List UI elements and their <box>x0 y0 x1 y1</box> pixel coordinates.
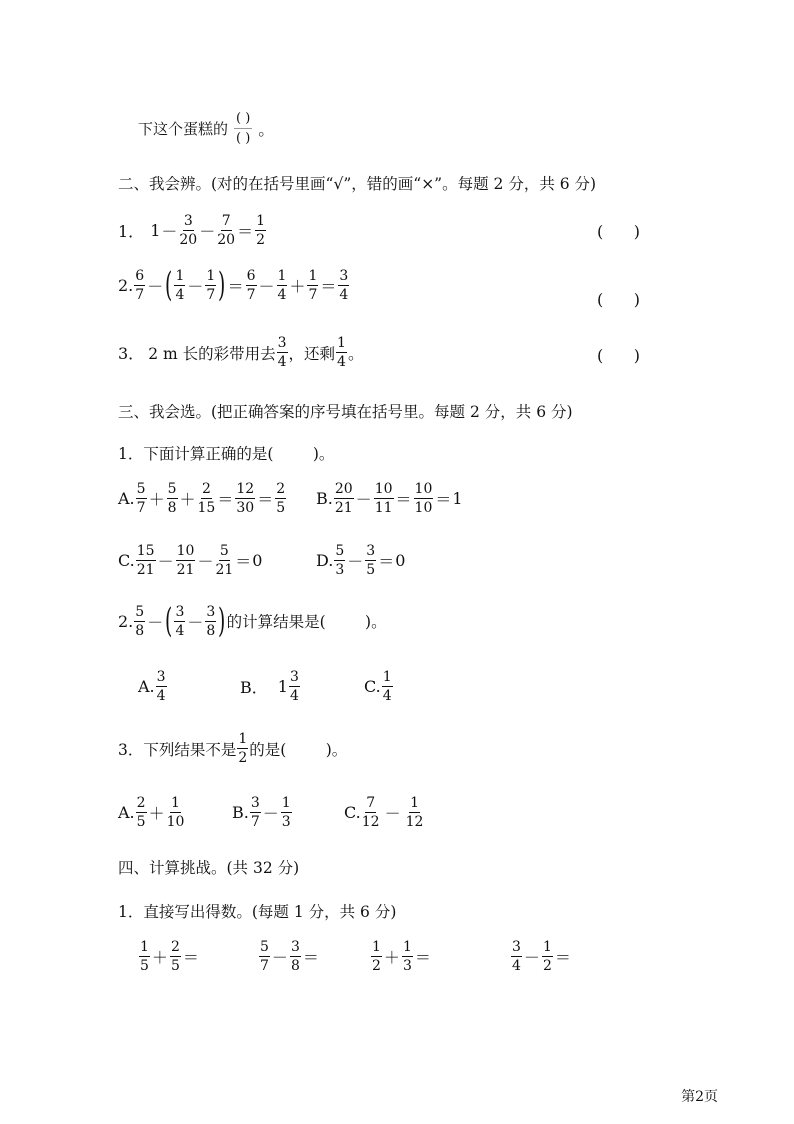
option-label: C. <box>344 803 361 822</box>
fraction-3-8 <box>205 605 216 638</box>
minus-sign: － <box>187 612 204 632</box>
numerator: 6 <box>246 267 256 284</box>
numerator: 20 <box>334 481 353 497</box>
numerator: 1 <box>206 267 216 284</box>
numerator: 1 <box>277 267 287 284</box>
denominator: 5 <box>276 500 286 516</box>
denominator: 7 <box>206 286 216 303</box>
numerator: 7 <box>366 795 376 811</box>
denominator: 5 <box>136 814 146 830</box>
numerator: 5 <box>167 481 177 497</box>
numerator: 6 <box>135 267 145 284</box>
minus-sign: － <box>147 276 164 296</box>
denominator: 30 <box>236 500 255 516</box>
numerator: 3 <box>339 267 349 284</box>
number-one: 1 <box>452 489 463 508</box>
left-paren: ( <box>165 601 173 641</box>
calc-expr-3[interactable] <box>370 940 432 973</box>
denominator: 3 <box>281 814 291 830</box>
equals-sign: ＝ <box>217 490 234 509</box>
section3-heading-text: 三、我会选。(把正确答案的序号填在括号里。每题 2 分，共 6 分) <box>118 403 573 421</box>
numerator: 1 <box>308 267 318 284</box>
denominator: 7 <box>250 814 260 830</box>
equals-sign: ＝ <box>227 276 244 296</box>
fraction-1-10 <box>167 796 185 829</box>
cake-answer-fraction[interactable] <box>234 112 252 145</box>
denominator: 7 <box>308 286 318 303</box>
numerator: 3 <box>512 939 521 955</box>
numerator: 1 <box>372 939 381 955</box>
fraction-3-4 <box>511 940 522 973</box>
fraction-5-7 <box>259 940 270 973</box>
denominator: 4 <box>382 688 392 704</box>
numerator: 10 <box>414 481 433 497</box>
numerator: 3 <box>289 669 299 685</box>
judge-item-2 <box>118 265 350 305</box>
plus-sign: ＋ <box>179 490 196 509</box>
minus-sign: － <box>347 552 364 571</box>
numerator: 3 <box>290 939 300 955</box>
left-paren: ( <box>165 265 173 305</box>
item-label: 3． <box>118 344 145 363</box>
denominator: 8 <box>290 958 300 974</box>
numerator: 10 <box>176 543 195 559</box>
fraction-10-10 <box>414 482 434 515</box>
fraction-1-4 <box>277 269 288 302</box>
option-label: C. <box>118 551 135 570</box>
choice-q3 <box>118 732 347 765</box>
numerator: 3 <box>183 213 193 229</box>
denominator: 10 <box>414 500 433 516</box>
numerator: 3 <box>366 543 376 559</box>
section2-heading-text: 二、我会辨。(对的在括号里画“√”，错的画“×”。每题 2 分，共 6 分) <box>118 175 597 193</box>
fraction-5-3 <box>334 544 345 577</box>
option-label: A. <box>118 489 135 508</box>
fraction-5-8 <box>167 482 178 515</box>
numerator: 1 <box>171 795 180 811</box>
numerator: 7 <box>221 213 231 229</box>
numerator: 3 <box>277 335 287 351</box>
q2-option-c[interactable] <box>364 670 394 703</box>
fraction-1-5 <box>139 940 150 973</box>
fraction-5-8 <box>134 605 145 638</box>
fraction-6-7 <box>134 269 145 302</box>
numerator: 1 <box>256 213 265 229</box>
denominator: 5 <box>140 958 149 974</box>
numerator: 1 <box>281 795 291 811</box>
minus-sign: － <box>187 276 204 296</box>
number-zero: 0 <box>252 551 263 570</box>
fraction-3-5 <box>365 544 376 577</box>
equals-sign: ＝ <box>257 490 274 509</box>
judge-answer-2[interactable]: ( ) <box>597 290 640 309</box>
fraction-3-4 <box>277 336 288 369</box>
equals-sign: ＝ <box>554 948 571 967</box>
denominator: 7 <box>135 286 145 303</box>
fraction-3-8 <box>290 940 301 973</box>
fraction-1-12 <box>406 796 424 829</box>
numerator: 2 <box>170 939 180 955</box>
plus-sign: ＋ <box>289 276 306 296</box>
calc-expr-4[interactable] <box>510 940 572 973</box>
right-paren: ) <box>218 601 226 641</box>
item-text: 2 m 长的彩带用去 <box>148 344 276 363</box>
denominator: 21 <box>136 562 155 578</box>
denominator: 4 <box>277 286 287 303</box>
denominator: 4 <box>175 622 185 639</box>
numerator: 5 <box>260 939 269 955</box>
denominator: 4 <box>337 354 346 370</box>
numerator: 1 <box>337 335 346 351</box>
numerator: 5 <box>135 603 145 620</box>
page-number: 第2页 <box>681 1089 718 1105</box>
denominator: 7 <box>246 286 256 303</box>
numerator: 1 <box>410 795 419 811</box>
fraction-1-7 <box>307 269 318 302</box>
denominator: 4 <box>175 286 185 303</box>
minus-sign: － <box>355 490 372 509</box>
q1-option-b[interactable] <box>316 482 463 515</box>
fraction-3-4 <box>174 605 185 638</box>
denominator: 20 <box>217 232 236 248</box>
equals-sign: ＝ <box>237 222 254 241</box>
option-label: D. <box>316 551 334 570</box>
fraction-3-20 <box>179 214 197 247</box>
q3-option-b[interactable] <box>232 796 293 829</box>
blank-numerator[interactable]: ( ) <box>234 112 252 129</box>
minus-sign: － <box>147 612 164 632</box>
denominator: 4 <box>277 354 287 370</box>
fraction-3-4 <box>289 670 300 703</box>
plus-sign: ＋ <box>383 948 400 967</box>
equals-sign: ＝ <box>414 948 431 967</box>
option-label: B. <box>316 489 333 508</box>
minus-sign: － <box>262 804 279 823</box>
judge-item-3 <box>118 336 364 369</box>
q3-text: 3．下列结果不是 <box>118 740 237 759</box>
denominator: 2 <box>256 232 265 248</box>
q1-option-c[interactable] <box>118 544 262 577</box>
denominator: 10 <box>166 814 185 830</box>
section2-heading <box>118 172 596 194</box>
minus-sign: － <box>157 552 174 571</box>
denominator: 7 <box>260 958 269 974</box>
fraction-3-4 <box>156 670 167 703</box>
option-label: A. <box>118 803 135 822</box>
numerator: 1 <box>238 731 248 747</box>
denominator: 11 <box>374 500 393 516</box>
denominator: 8 <box>167 500 177 516</box>
minus-sign: － <box>161 222 178 241</box>
section4-heading-text: 四、计算挑战。(共 32 分) <box>118 859 300 877</box>
numerator: 15 <box>136 543 155 559</box>
numerator: 1 <box>175 267 185 284</box>
option-label: B． <box>240 678 268 697</box>
fraction-1-3 <box>402 940 413 973</box>
denominator: 4 <box>289 688 299 704</box>
denominator: 12 <box>405 814 424 830</box>
number-zero: 0 <box>395 551 406 570</box>
numerator: 10 <box>374 481 393 497</box>
denominator: 20 <box>179 232 198 248</box>
equals-sign: ＝ <box>378 552 395 571</box>
numerator: 2 <box>276 481 286 497</box>
q3-option-a[interactable] <box>118 796 185 829</box>
numerator: 12 <box>236 481 255 497</box>
fraction-6-7 <box>246 269 257 302</box>
fraction-2-5 <box>170 940 181 973</box>
fraction-10-21 <box>176 544 196 577</box>
judge-item-1 <box>118 214 267 247</box>
minus-sign: － <box>199 222 216 241</box>
numerator: 1 <box>542 939 552 955</box>
minus-sign: － <box>258 276 275 296</box>
equals-sign: ＝ <box>182 948 199 967</box>
section4-heading <box>118 856 299 878</box>
q1-option-a[interactable] <box>118 482 287 515</box>
minus-sign: － <box>384 804 401 823</box>
plus-sign: ＋ <box>151 948 168 967</box>
calc-expr-2[interactable] <box>258 940 320 973</box>
fraction-15-21 <box>136 544 156 577</box>
denominator: 12 <box>361 814 380 830</box>
fraction-5-7 <box>136 482 147 515</box>
q2-option-a[interactable] <box>138 670 168 703</box>
fraction-1-7 <box>205 269 216 302</box>
fraction-1-3 <box>281 796 292 829</box>
numerator: 2 <box>201 481 211 497</box>
q3-option-c[interactable] <box>344 796 424 829</box>
blank-denominator[interactable]: ( ) <box>236 131 251 146</box>
q2-text: 的计算结果是( )。 <box>226 613 387 631</box>
choice-q1 <box>118 442 334 464</box>
fraction-7-20 <box>217 214 235 247</box>
denominator: 5 <box>366 562 376 578</box>
equals-sign: ＝ <box>235 552 252 571</box>
numerator: 5 <box>219 543 229 559</box>
minus-sign: － <box>523 948 540 967</box>
q1-text: 1．下面计算正确的是( )。 <box>118 445 335 463</box>
minus-sign: － <box>197 552 214 571</box>
equals-sign: ＝ <box>302 948 319 967</box>
item-text: 。 <box>347 344 364 363</box>
fraction-1-4 <box>174 269 185 302</box>
fraction-7-12 <box>362 796 380 829</box>
denominator: 21 <box>334 500 353 516</box>
item-text: ，还剩 <box>288 344 336 363</box>
numerator: 3 <box>206 603 216 620</box>
fraction-10-11 <box>374 482 394 515</box>
fraction-1-4 <box>382 670 393 703</box>
fraction-3-4 <box>338 269 349 302</box>
judge-answer-1[interactable]: ( ) <box>597 222 640 241</box>
denominator: 2 <box>372 958 381 974</box>
equals-sign: ＝ <box>320 276 337 296</box>
denominator: 3 <box>335 562 345 578</box>
denominator: 2 <box>238 750 248 766</box>
plus-sign: ＋ <box>148 804 165 823</box>
numerator: 3 <box>250 795 260 811</box>
denominator: 8 <box>135 622 145 639</box>
cake-fraction-line <box>138 112 274 145</box>
fraction-1-2 <box>371 940 382 973</box>
numerator: 3 <box>156 669 166 685</box>
minus-sign: － <box>271 948 288 967</box>
option-label: A. <box>138 677 155 696</box>
option-label: B. <box>232 803 249 822</box>
fraction-12-30 <box>235 482 255 515</box>
mixed-whole: 1 <box>277 677 288 696</box>
cake-text: 下这个蛋糕的 <box>138 120 229 138</box>
fraction-1-2 <box>237 732 248 765</box>
choice-q2 <box>118 601 387 641</box>
fraction-2-15 <box>198 482 216 515</box>
equals-sign: ＝ <box>395 490 412 509</box>
equals-sign: ＝ <box>435 490 452 509</box>
numerator: 2 <box>136 795 146 811</box>
q3-text-end: 的是( )。 <box>249 740 348 759</box>
denominator: 4 <box>512 958 521 974</box>
fraction-1-2 <box>255 214 266 247</box>
denominator: 2 <box>542 958 552 974</box>
denominator: 4 <box>339 286 349 303</box>
fraction-1-2 <box>542 940 553 973</box>
q2-option-b[interactable] <box>240 670 301 703</box>
denominator: 3 <box>402 958 412 974</box>
denominator: 7 <box>136 500 146 516</box>
item-label: 2. <box>118 275 134 295</box>
fraction-2-5 <box>136 796 147 829</box>
section4-sub1-text: 1．直接写出得数。(每题 1 分，共 6 分) <box>118 903 397 921</box>
fraction-2-5 <box>275 482 286 515</box>
numerator: 5 <box>136 481 146 497</box>
item-label: 1． <box>118 222 145 241</box>
right-paren: ) <box>218 265 226 305</box>
denominator: 5 <box>170 958 180 974</box>
numerator: 5 <box>335 543 345 559</box>
denominator: 21 <box>215 562 234 578</box>
fraction-3-7 <box>250 796 261 829</box>
numerator: 3 <box>175 603 185 620</box>
fraction-1-4 <box>336 336 347 369</box>
option-label: C. <box>364 677 381 696</box>
numerator: 1 <box>382 669 392 685</box>
number-one: 1 <box>150 221 161 240</box>
cake-end: 。 <box>258 120 275 139</box>
fraction-5-21 <box>215 544 233 577</box>
denominator: 8 <box>206 622 216 639</box>
section4-sub1 <box>118 900 396 922</box>
q1-option-d[interactable] <box>316 544 405 577</box>
denominator: 15 <box>197 500 216 516</box>
numerator: 1 <box>402 939 412 955</box>
denominator: 21 <box>176 562 195 578</box>
denominator: 4 <box>156 688 166 704</box>
calc-expr-1[interactable] <box>138 940 200 973</box>
item-label: 2. <box>118 611 134 631</box>
judge-answer-3[interactable]: ( ) <box>597 346 640 365</box>
plus-sign: ＋ <box>148 490 165 509</box>
fraction-20-21 <box>334 482 354 515</box>
section3-heading <box>118 400 573 422</box>
numerator: 1 <box>140 939 149 955</box>
